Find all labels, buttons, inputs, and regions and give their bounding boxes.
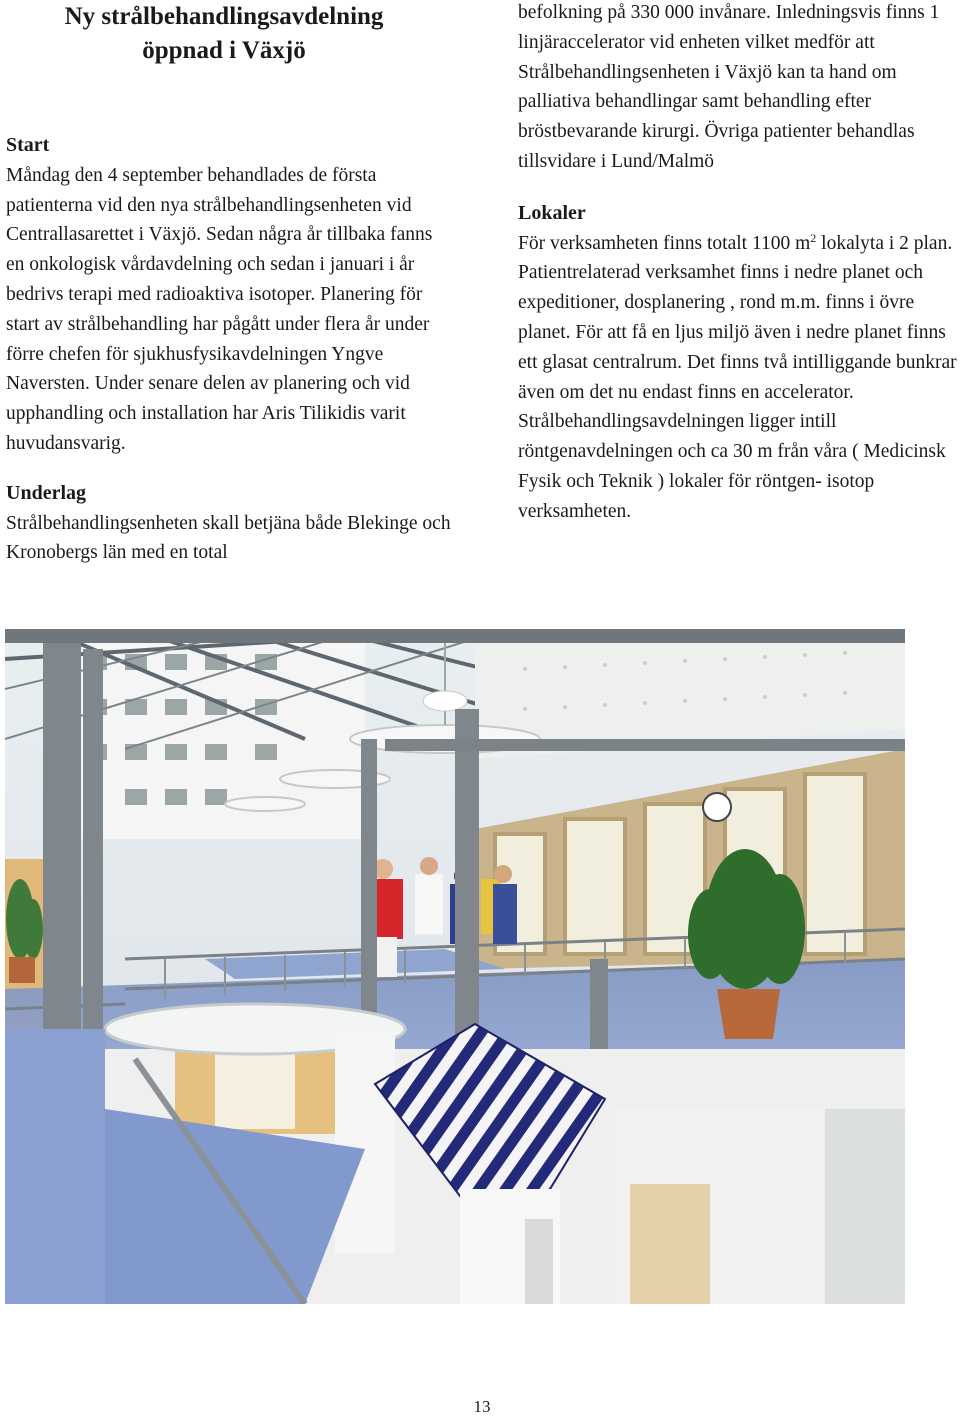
section-text-underlag-part2: befolkning på 330 000 invånare. Inledningsvis finns 1 linjäraccelerator vid enheten vilket medför att Strålbehandlingsenheten i Växjö kan ta hand om palliativa behandlingar samt behandling efter bröstbevarande kirurgi. Övriga patienter behandlas tillsvidare i Lund/Malmö: [518, 2, 940, 172]
section-text-lokaler: [518, 229, 960, 527]
left-column: [6, 131, 451, 568]
title-line-1: Ny strålbehandlingsavdelning: [64, 3, 384, 30]
atrium-photo: [5, 629, 905, 1304]
article-title: [8, 0, 440, 68]
section-heading-lokaler: Lokaler: [518, 201, 586, 224]
atrium-illustration: [5, 629, 905, 1304]
square-superscript: 2: [810, 230, 817, 245]
page-number: 13: [473, 1397, 491, 1416]
section-heading-start: Start: [6, 134, 50, 156]
section-heading-underlag: Underlag: [6, 481, 86, 504]
right-column: [518, 0, 960, 527]
title-line-2: öppnad i Växjö: [142, 37, 306, 64]
section-text-start: Måndag den 4 september behandlades de första patienterna vid den nya strålbehandlingsenheten vid Centrallasarettet i Växjö. Sedan några år tillbaka fanns en onkologisk vårdavdelning och sedan i januari i år bedrivs terapi med radioaktiva isotoper. Planering för start av strålbehandling har pågått under flera år under förre chefen för sjukhusfysikavdelningen Yngve Naversten. Under senare delen av planering och vid upphandling och installation har Aris Tilikidis varit huvudansvarig.: [6, 164, 433, 454]
lokaler-text-end: lokalyta i 2 plan. Patientrelaterad verksamhet finns i nedre planet och expeditioner, dosplanering , rond m.m. finns i övre planet. För att få en ljus miljö även i nedre planet finns ett glasat centralrum. Det finns två intilliggande bunkrar även om det nu endast finns en accelerator. Strålbehandlingsavdelningen ligger intill röntgenavdelningen och ca 30 m från våra ( Medicinsk Fysik och Teknik ) lokaler för röntgen- isotop verksamheten.: [518, 232, 957, 522]
section-text-underlag-part1: Strålbehandlingsenheten skall betjäna både Blekinge och Kronobergs län med en total: [6, 512, 451, 564]
lokaler-text-start: För verksamheten finns totalt 1100 m: [518, 232, 811, 254]
